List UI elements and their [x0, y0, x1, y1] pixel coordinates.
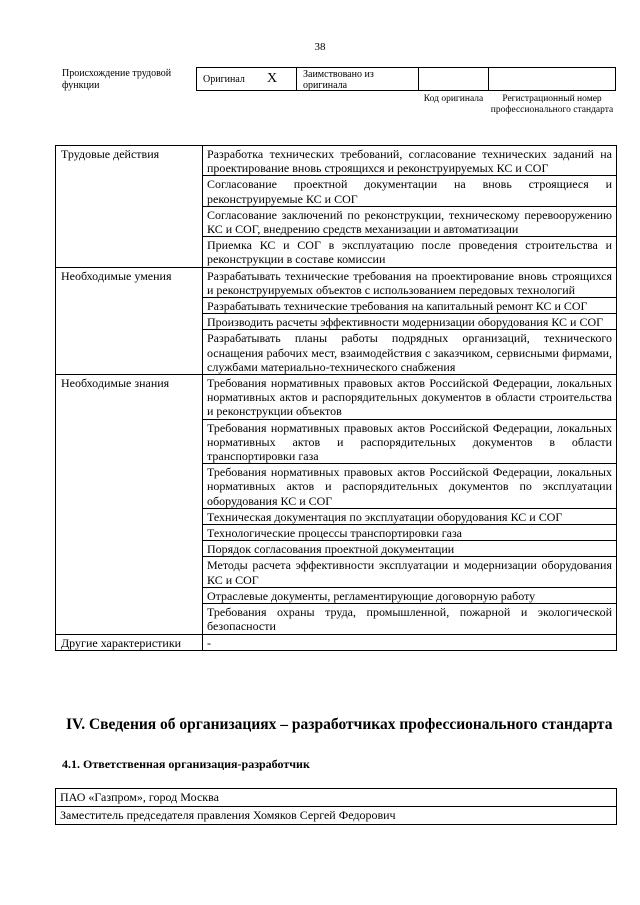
origin-label: Происхождение трудовой функции	[62, 68, 172, 91]
list-item: Согласование заключений по реконструкции, техническому перевооружению КС и СОГ, внедрению средств механизации и автоматизации	[203, 206, 617, 236]
table-row	[56, 375, 617, 420]
code-cell	[418, 67, 489, 91]
org-person: Заместитель председателя правления Хомяков Сергей Федорович	[56, 807, 617, 825]
list-item: Требования нормативных правовых актов Российской Федерации, локальных нормативных актов и распорядительных документов по эксплуатации оборудования КС и СОГ	[203, 464, 617, 509]
reg-number-cell	[488, 67, 616, 91]
function-table	[55, 145, 617, 651]
row-label: Трудовые действия	[56, 146, 203, 268]
list-item: Отраслевые документы, регламентирующие договорную работу	[203, 587, 617, 603]
list-item: Разрабатывать технические требования на проектирование вновь строящихся и реконструируемых объектов с использованием передовых технологий	[203, 267, 617, 297]
list-item: Порядок согласования проектной документации	[203, 541, 617, 557]
subsection-title: 4.1. Ответственная организация-разработчик	[62, 757, 310, 771]
original-cell	[196, 67, 297, 91]
table-row	[56, 146, 617, 176]
section-title: IV. Сведения об организациях – разработчиках профессионального стандарта	[66, 716, 613, 733]
list-item: Производить расчеты эффективности модернизации оборудования КС и СОГ	[203, 314, 617, 330]
list-item: Согласование проектной документации на вновь строящиеся и реконструируемые КС и СОГ	[203, 176, 617, 206]
table-row	[56, 807, 617, 825]
list-item: Разработка технических требований, согласование технических заданий на проектирование вновь строящихся и реконструируемых КС и СОГ	[203, 146, 617, 176]
other-value: -	[203, 634, 617, 650]
borrowed-label: Заимствовано из оригинала	[303, 69, 374, 91]
org-table	[55, 788, 617, 825]
list-item: Требования охраны труда, промышленной, пожарной и экологической безопасности	[203, 604, 617, 634]
table-row	[56, 789, 617, 807]
page-number: 38	[314, 41, 326, 53]
table-row	[56, 634, 617, 650]
borrowed-cell	[296, 67, 419, 91]
list-item: Требования нормативных правовых актов Российской Федерации, локальных нормативных актов и распорядительных документов в области транспортировки газа	[203, 419, 617, 464]
other-label: Другие характеристики	[56, 634, 203, 650]
original-mark: X	[267, 71, 278, 86]
list-item: Методы расчета эффективности эксплуатации и модернизации оборудования КС и СОГ	[203, 557, 617, 587]
list-item: Разрабатывать технические требования на капитальный ремонт КС и СОГ	[203, 298, 617, 314]
table-row	[56, 267, 617, 297]
row-label: Необходимые знания	[56, 375, 203, 634]
org-name: ПАО «Газпром», город Москва	[56, 789, 617, 807]
list-item: Требования нормативных правовых актов Российской Федерации, локальных нормативных актов и распорядительных документов в области строительства и реконструкции объектов	[203, 375, 617, 420]
original-label: Оригинал	[203, 74, 245, 85]
code-caption: Код оригинала	[423, 94, 484, 104]
list-item: Разрабатывать планы работы подрядных организаций, технического оснащения рабочих мест, взаимодействия с заказчиком, сервисными фирмами, службами материально-технического снабжения	[203, 330, 617, 375]
list-item: Технологические процессы транспортировки газа	[203, 525, 617, 541]
list-item: Приемка КС и СОГ в эксплуатацию после проведения строительства и реконструкции в составе комиссии	[203, 237, 617, 267]
list-item: Техническая документация по эксплуатации оборудования КС и СОГ	[203, 508, 617, 524]
row-label: Необходимые умения	[56, 267, 203, 374]
reg-caption: Регистрационный номер профессионального стандарта	[490, 94, 614, 115]
